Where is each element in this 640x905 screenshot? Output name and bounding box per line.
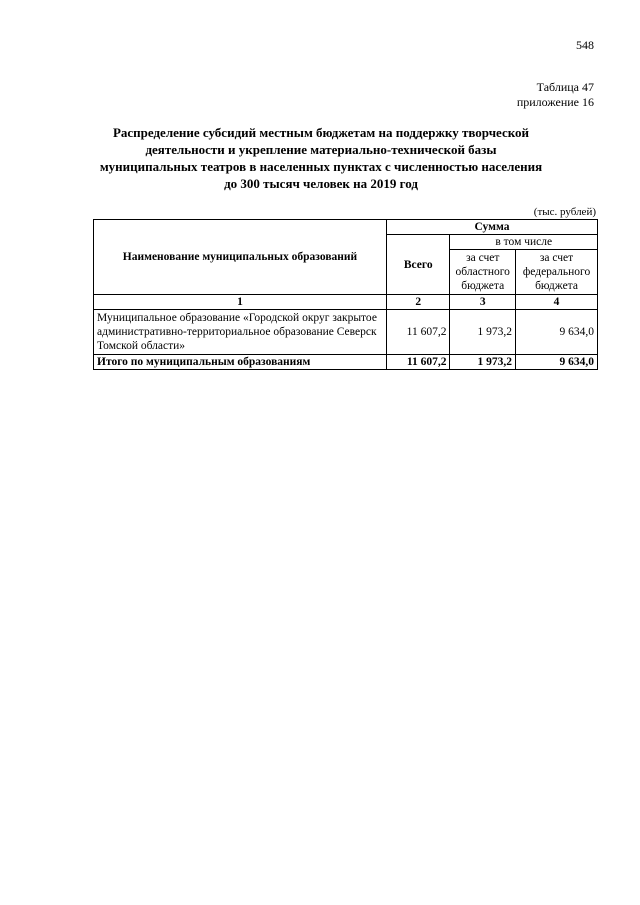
col-number-1: 1	[94, 295, 387, 310]
header-name: Наименование муниципальных образований	[94, 220, 387, 295]
totals-regional: 1 973,2	[450, 355, 516, 370]
col-number-4: 4	[516, 295, 598, 310]
col-number-3: 3	[450, 295, 516, 310]
table-row	[94, 310, 598, 355]
totals-federal: 9 634,0	[516, 355, 598, 370]
row-regional: 1 973,2	[450, 310, 516, 355]
totals-row	[94, 355, 598, 370]
row-total: 11 607,2	[386, 310, 450, 355]
table-ref-line2: приложение 16	[516, 95, 594, 109]
totals-total: 11 607,2	[386, 355, 450, 370]
row-federal: 9 634,0	[516, 310, 598, 355]
header-row-1	[94, 220, 598, 235]
table-ref-line1: Таблица 47	[536, 80, 594, 94]
header-regional: за счет областного бюджета	[450, 250, 516, 295]
table-reference	[517, 80, 594, 110]
header-total: Всего	[386, 235, 450, 295]
row-name: Муниципальное образование «Городской округ закрытое административно-территориальное образование Северск Томской области»	[94, 310, 387, 355]
subsidy-table	[93, 219, 598, 370]
col-number-2: 2	[386, 295, 450, 310]
totals-name: Итого по муниципальным образованиям	[94, 355, 387, 370]
header-sum: Сумма	[386, 220, 597, 235]
units-label: (тыс. рублей)	[533, 206, 596, 218]
header-including: в том числе	[450, 235, 598, 250]
header-federal: за счет федерального бюджета	[516, 250, 598, 295]
document-title: Распределение субсидий местным бюджетам на поддержку творческой деятельности и укрепление материально-технической базы муниципальных театров в населенных пунктах с численностью населения до 300 тысяч человек на 2019 год	[99, 125, 543, 191]
page-number: 548	[576, 38, 594, 52]
column-number-row	[94, 295, 598, 310]
